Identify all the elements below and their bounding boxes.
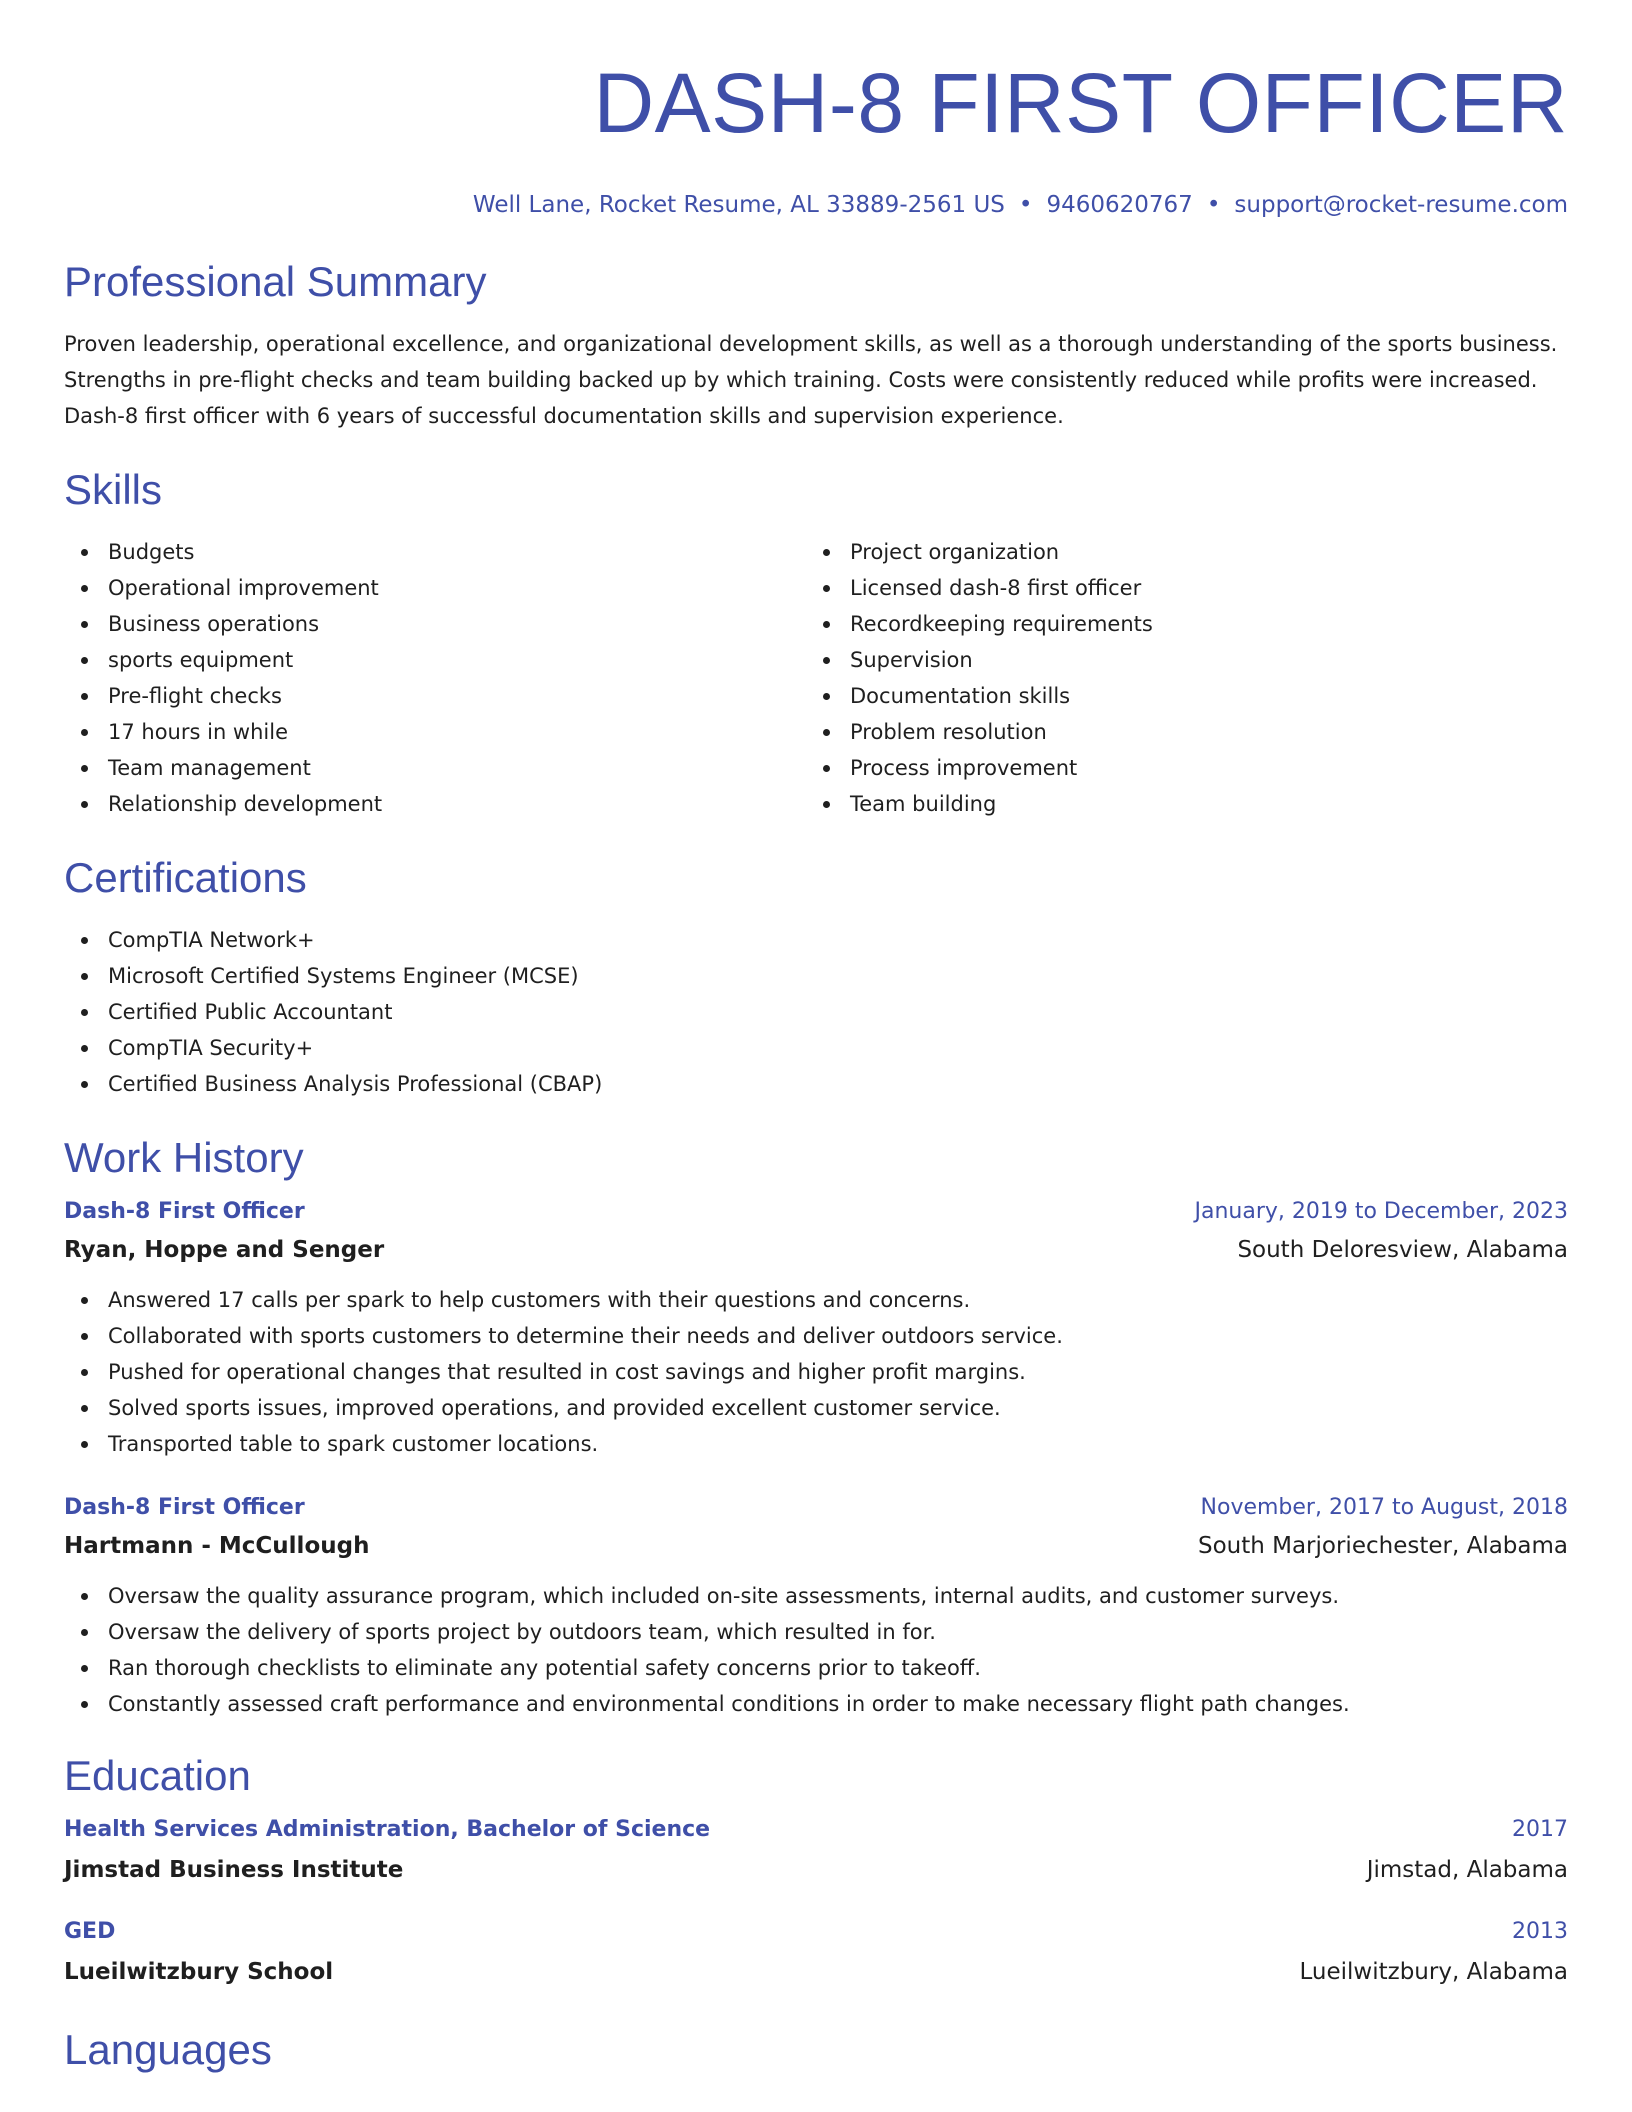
work-history-section: [64, 1134, 1568, 1722]
certifications-heading: Certifications: [64, 854, 307, 901]
job-bullet: Ran thorough checklists to eliminate any potential safety concerns prior to takeoff.: [64, 1650, 1568, 1686]
skills-left-column: [64, 534, 806, 822]
job-bullet: Collaborated with sports customers to determine their needs and deliver outdoors service.: [64, 1318, 1568, 1354]
skill-item: 17 hours in while: [64, 714, 806, 750]
job-role: Dash-8 First Officer: [64, 1199, 305, 1224]
certification-item: Certified Business Analysis Professional (CBAP): [64, 1066, 1568, 1102]
education-degree: Health Services Administration, Bachelor of Science: [64, 1817, 711, 1842]
skill-item: Team management: [64, 750, 806, 786]
job-bullet: Pushed for operational changes that resulted in cost savings and higher profit margins.: [64, 1354, 1568, 1390]
job-dates: January, 2019 to December, 2023: [1194, 1199, 1568, 1224]
education-entry: [64, 1814, 1568, 1886]
summary-text: Proven leadership, operational excellence, and organizational development skills, as well as a thorough understanding of the sports business. Strengths in pre-flight checks and team building backed up by which training. Costs were consistently reduced while profits were increased. Dash-8 first officer with 6 years of successful documentation skills and supervision experience.: [64, 332, 1558, 428]
skills-right-column: [806, 534, 1548, 822]
resume-title: DASH-8 FIRST OFFICER: [593, 56, 1568, 150]
job-entry: [64, 1492, 1568, 1722]
skill-item: Relationship development: [64, 786, 806, 822]
skill-item: Process improvement: [806, 750, 1548, 786]
job-entry: [64, 1196, 1568, 1462]
resume-page: [64, 0, 1568, 2074]
education-location: Jimstad, Alabama: [1366, 1857, 1568, 1883]
skill-item: Pre-flight checks: [64, 678, 806, 714]
contact-address: Well Lane, Rocket Resume, AL 33889-2561 US: [472, 192, 1005, 218]
education-entry: [64, 1916, 1568, 1988]
education-heading: Education: [64, 1752, 251, 1799]
contact-separator: •: [1206, 192, 1221, 218]
skills-grid: [64, 534, 1568, 822]
certification-item: Microsoft Certified Systems Engineer (MCSE): [64, 958, 1568, 994]
certifications-list: [64, 922, 1568, 1102]
work-history-heading: Work History: [64, 1134, 304, 1181]
certification-item: CompTIA Security+: [64, 1030, 1568, 1066]
skill-item: Problem resolution: [806, 714, 1548, 750]
job-dates: November, 2017 to August, 2018: [1200, 1495, 1568, 1520]
job-bullet: Oversaw the delivery of sports project by outdoors team, which resulted in for.: [64, 1614, 1568, 1650]
skill-item: Business operations: [64, 606, 806, 642]
education-year: 2013: [1512, 1919, 1568, 1944]
education-school: Jimstad Business Institute: [64, 1857, 404, 1883]
skill-item: sports equipment: [64, 642, 806, 678]
contact-email[interactable]: support@rocket-resume.com: [1234, 192, 1568, 218]
job-company: Hartmann - McCullough: [64, 1533, 370, 1559]
skill-item: Documentation skills: [806, 678, 1548, 714]
job-bullet: Constantly assessed craft performance and environmental conditions in order to make necessary flight path changes.: [64, 1686, 1568, 1722]
education-degree: GED: [64, 1919, 116, 1944]
skills-section: [64, 466, 1568, 822]
education-school: Lueilwitzbury School: [64, 1959, 334, 1985]
job-role: Dash-8 First Officer: [64, 1495, 305, 1520]
summary-heading: Professional Summary: [64, 258, 487, 305]
languages-heading: Languages: [64, 2026, 272, 2073]
skills-heading: Skills: [64, 466, 163, 513]
job-bullet: Transported table to spark customer locations.: [64, 1426, 1568, 1462]
education-section: [64, 1752, 1568, 1988]
job-location: South Marjoriechester, Alabama: [1197, 1533, 1568, 1559]
certification-item: CompTIA Network+: [64, 922, 1568, 958]
education-year: 2017: [1512, 1817, 1568, 1842]
skill-item: Licensed dash-8 first officer: [806, 570, 1548, 606]
job-bullet: Solved sports issues, improved operations, and provided excellent customer service.: [64, 1390, 1568, 1426]
certifications-section: [64, 854, 1568, 1102]
skill-item: Supervision: [806, 642, 1548, 678]
job-company: Ryan, Hoppe and Senger: [64, 1237, 385, 1263]
skill-item: Team building: [806, 786, 1548, 822]
skill-item: Budgets: [64, 534, 806, 570]
skill-item: Operational improvement: [64, 570, 806, 606]
skill-item: Project organization: [806, 534, 1548, 570]
job-bullet: Answered 17 calls per spark to help customers with their questions and concerns.: [64, 1282, 1568, 1318]
contact-line: [64, 190, 1568, 220]
summary-section: [64, 258, 1568, 434]
job-bullets: [64, 1578, 1568, 1722]
job-location: South Deloresview, Alabama: [1237, 1237, 1568, 1263]
job-bullets: [64, 1282, 1568, 1462]
contact-separator: •: [1018, 192, 1033, 218]
contact-phone: 9460620767: [1046, 192, 1193, 218]
skill-item: Recordkeeping requirements: [806, 606, 1548, 642]
languages-section: [64, 2026, 1568, 2074]
certification-item: Certified Public Accountant: [64, 994, 1568, 1030]
education-location: Lueilwitzbury, Alabama: [1299, 1959, 1568, 1985]
job-bullet: Oversaw the quality assurance program, which included on-site assessments, internal audits, and customer surveys.: [64, 1578, 1568, 1614]
